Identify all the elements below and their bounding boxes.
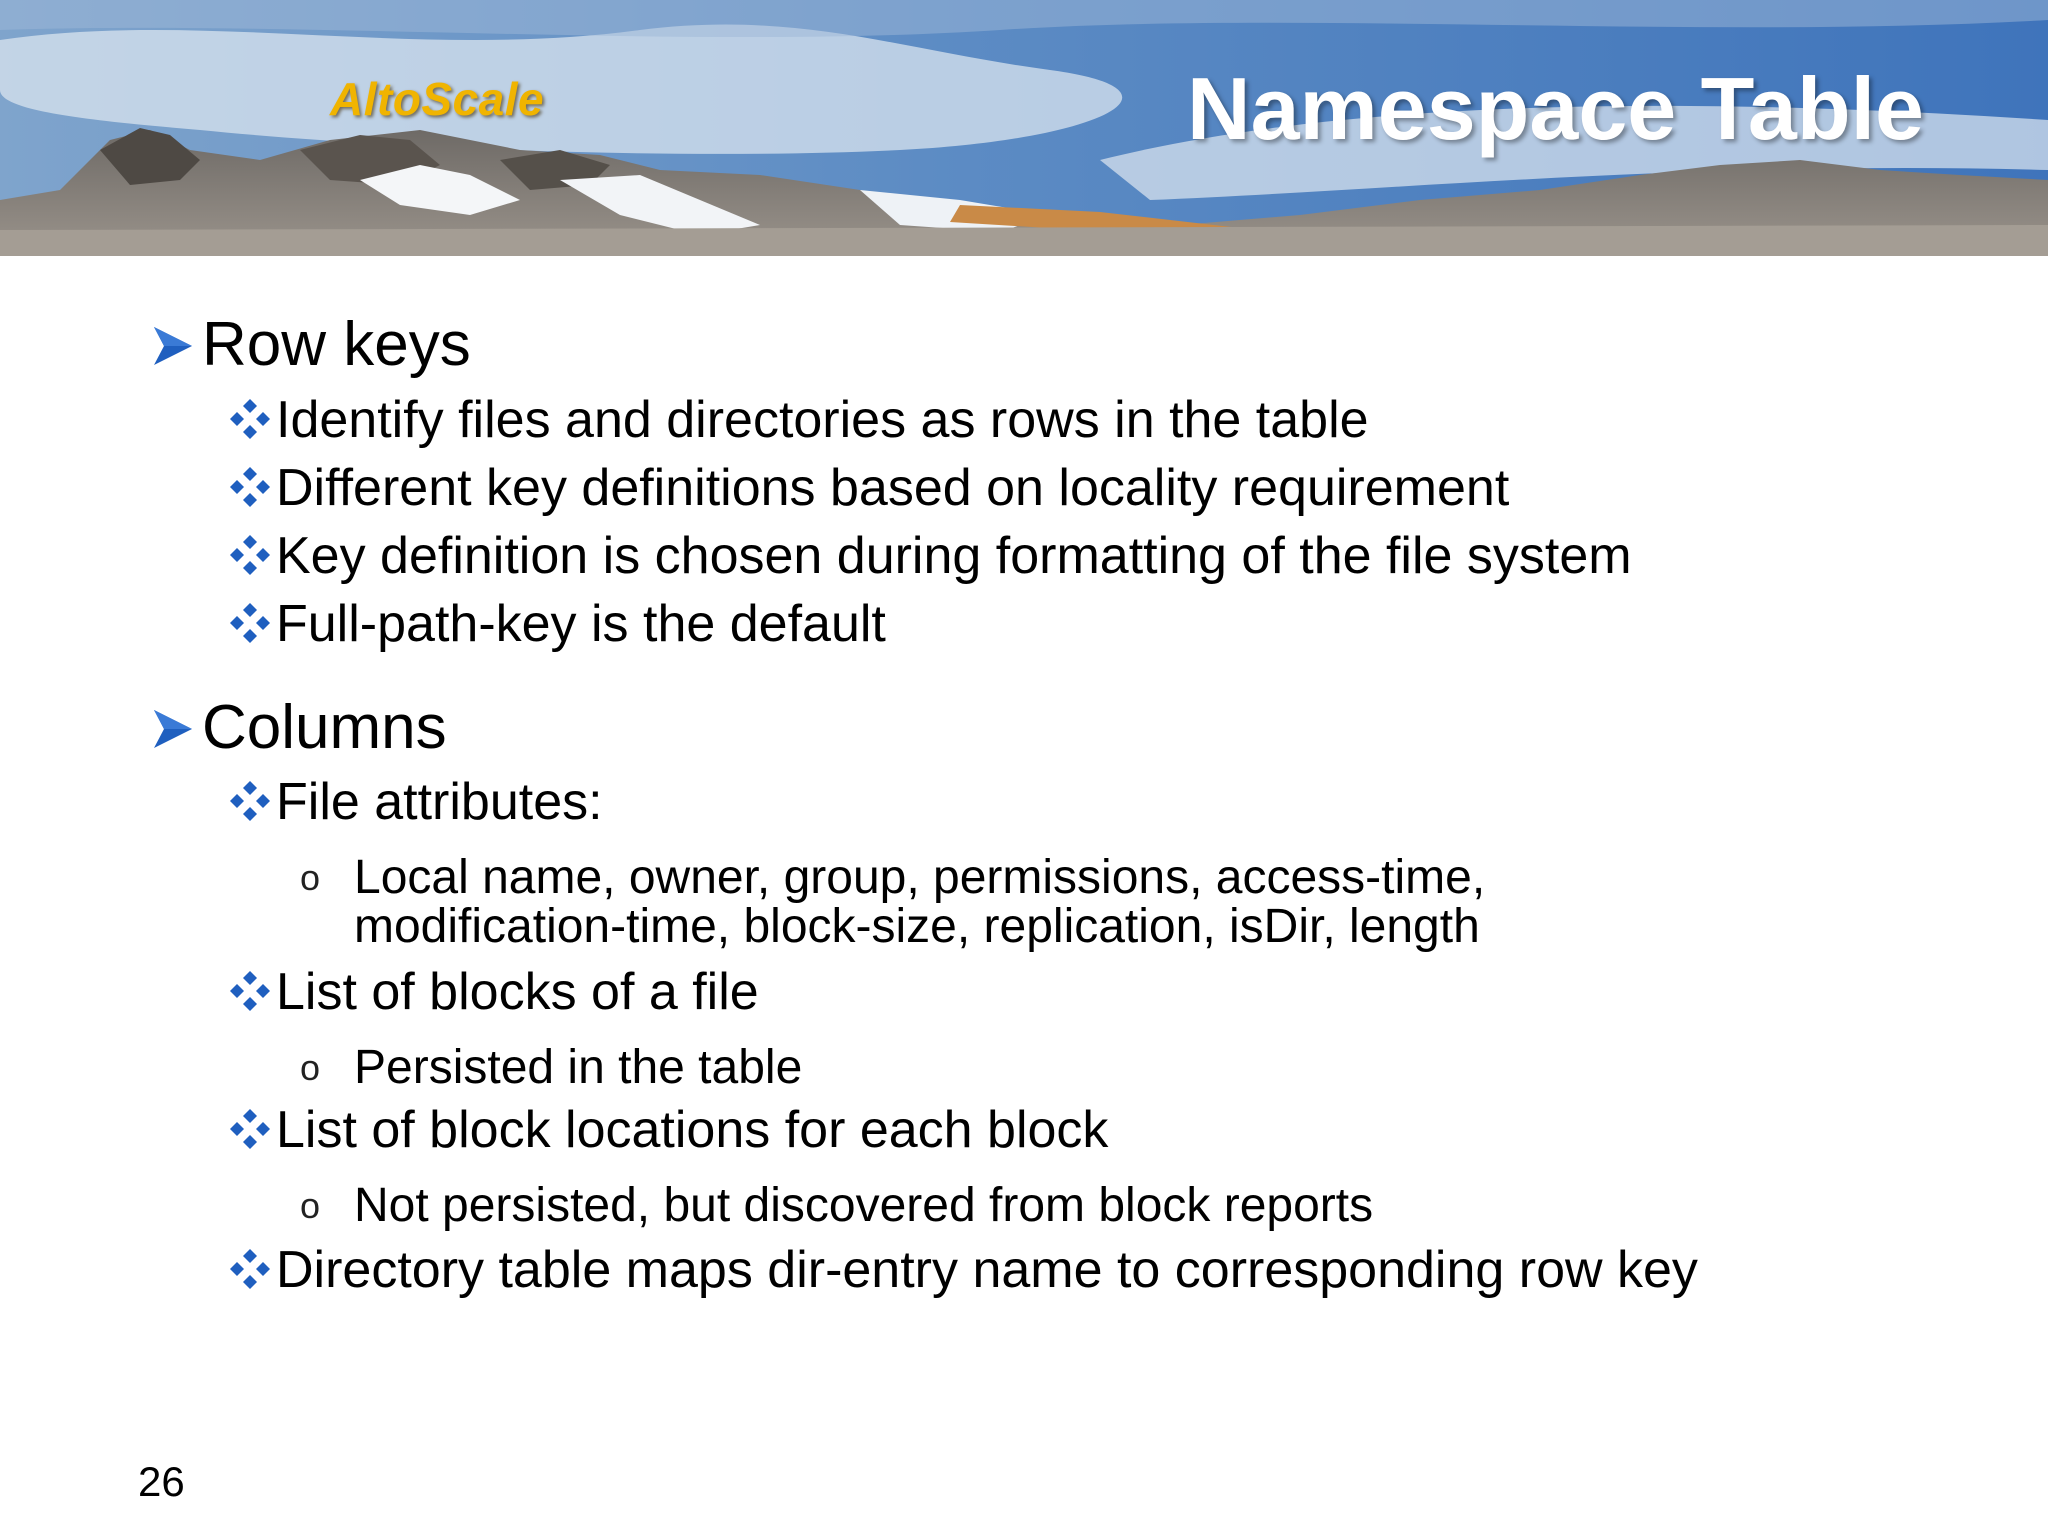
slide-title: Namespace Table [1187,59,1924,158]
sub-list-item-text: Local name, owner, group, permissions, access-time, [354,851,1486,904]
diamond-bullet-icon [228,1107,272,1151]
list-item [228,963,759,1021]
circle-bullet: o [300,1047,321,1088]
diamond-bullet-icon [228,969,272,1013]
section-heading-label: Columns [202,693,447,762]
list-item [228,1241,1698,1299]
section-heading-row-keys [150,310,471,379]
section-heading-columns [150,693,447,762]
brand-logo: AltoScale [330,73,545,125]
list-item-text: List of block locations for each block [276,1101,1109,1159]
diamond-bullet-icon [228,779,272,823]
list-item-text: Key definition is chosen during formatting of the file system [276,527,1632,585]
diamond-bullet-icon [228,533,272,577]
arrow-bullet-icon [150,323,196,369]
diamond-bullet-icon [228,465,272,509]
list-item [228,773,603,831]
arrow-bullet-icon [150,706,196,752]
list-item-text: Identify files and directories as rows in the table [276,391,1369,449]
diamond-bullet-icon [228,397,272,441]
list-item-text: File attributes: [276,773,603,831]
list-item [228,527,1632,585]
sub-list-item-text: Not persisted, but discovered from block reports [354,1179,1374,1232]
page-number: 26 [138,1458,185,1505]
list-item [228,459,1510,517]
list-item [228,595,886,653]
circle-bullet: o [300,1185,321,1226]
list-item [228,1101,1109,1159]
sub-list-item [300,851,1486,953]
list-item-text: Full-path-key is the default [276,595,886,653]
sub-list-item-text: Persisted in the table [354,1041,803,1094]
diamond-bullet-icon [228,601,272,645]
list-item-text: Different key definitions based on locality requirement [276,459,1510,517]
section-heading-label: Row keys [202,310,471,379]
sub-list-item [300,1179,1374,1232]
list-item-text: Directory table maps dir-entry name to corresponding row key [276,1241,1698,1299]
list-item-text: List of blocks of a file [276,963,759,1021]
diamond-bullet-icon [228,1247,272,1291]
sub-list-item-text: modification-time, block-size, replication, isDir, length [354,899,1480,953]
sub-list-item [300,1041,803,1094]
list-item [228,391,1369,449]
circle-bullet: o [300,857,321,898]
